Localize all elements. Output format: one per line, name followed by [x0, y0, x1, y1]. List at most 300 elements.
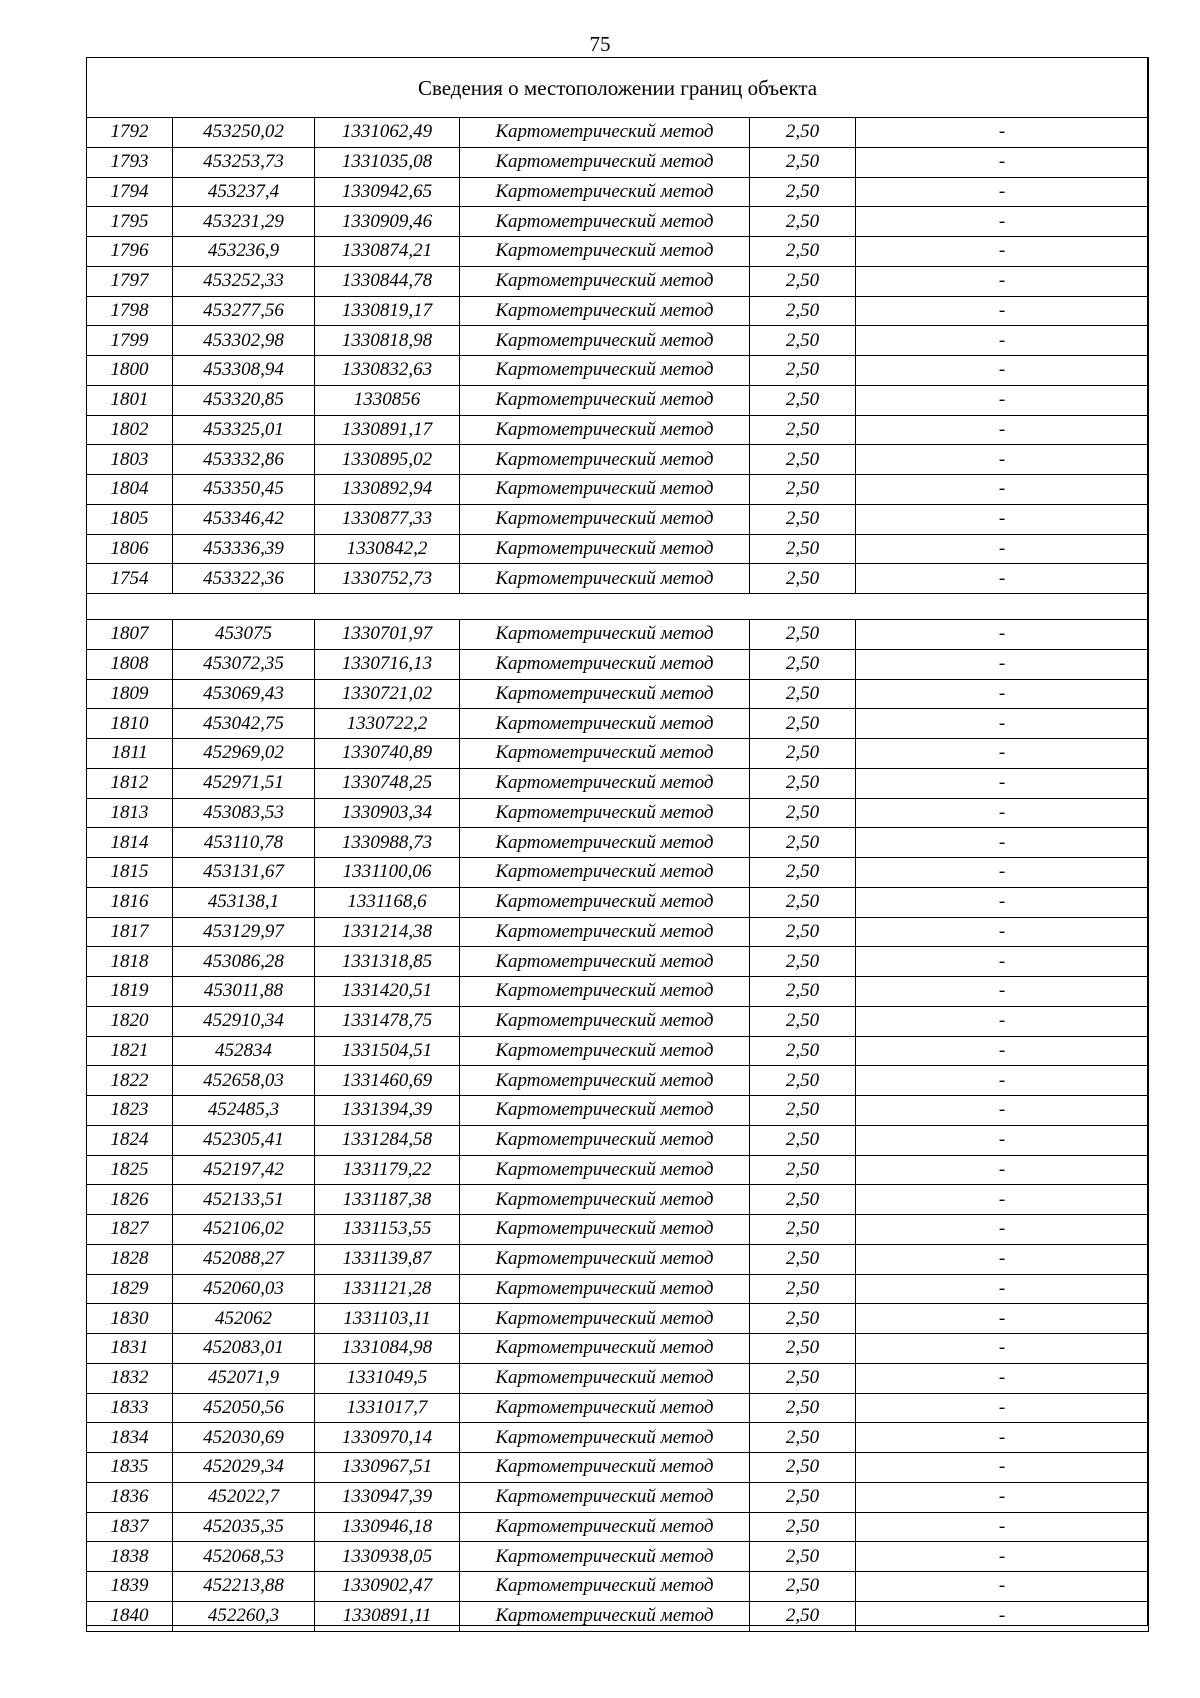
accuracy-cell: 2,50	[750, 947, 856, 977]
y-coordinate-cell: 1330891,11	[315, 1601, 460, 1631]
x-coordinate-cell: 453086,28	[173, 947, 315, 977]
point-number-cell: 1820	[87, 1006, 173, 1036]
x-coordinate-cell: 452062	[173, 1304, 315, 1334]
description-cell: -	[856, 1244, 1149, 1274]
point-number-cell: 1807	[87, 620, 173, 650]
y-coordinate-cell: 1331100,06	[315, 858, 460, 888]
table-row	[87, 296, 1149, 326]
description-cell: -	[856, 739, 1149, 769]
accuracy-cell: 2,50	[750, 326, 856, 356]
description-cell: -	[856, 1423, 1149, 1453]
table-row	[87, 679, 1149, 709]
description-cell: -	[856, 415, 1149, 445]
y-coordinate-cell: 1331394,39	[315, 1096, 460, 1126]
point-number-cell: 1806	[87, 534, 173, 564]
method-cell: Картометрический метод	[460, 1244, 750, 1274]
description-cell: -	[856, 1601, 1149, 1631]
method-cell: Картометрический метод	[460, 415, 750, 445]
point-number-cell: 1804	[87, 475, 173, 505]
table-row	[87, 1244, 1149, 1274]
method-cell: Картометрический метод	[460, 917, 750, 947]
y-coordinate-cell: 1330701,97	[315, 620, 460, 650]
y-coordinate-cell: 1331460,69	[315, 1066, 460, 1096]
point-number-cell: 1813	[87, 798, 173, 828]
accuracy-cell: 2,50	[750, 768, 856, 798]
method-cell: Картометрический метод	[460, 356, 750, 386]
page-number: 75	[589, 32, 611, 56]
accuracy-cell: 2,50	[750, 1036, 856, 1066]
x-coordinate-cell: 452260,3	[173, 1601, 315, 1631]
accuracy-cell: 2,50	[750, 709, 856, 739]
y-coordinate-cell: 1330877,33	[315, 504, 460, 534]
method-cell: Картометрический метод	[460, 798, 750, 828]
point-number-cell: 1796	[87, 237, 173, 267]
point-number-cell: 1819	[87, 977, 173, 1007]
y-coordinate-cell: 1331187,38	[315, 1185, 460, 1215]
point-number-cell: 1838	[87, 1542, 173, 1572]
accuracy-cell: 2,50	[750, 266, 856, 296]
group-separator-row	[87, 594, 1149, 620]
method-cell: Картометрический метод	[460, 385, 750, 415]
accuracy-cell: 2,50	[750, 1125, 856, 1155]
method-cell: Картометрический метод	[460, 1096, 750, 1126]
accuracy-cell: 2,50	[750, 1006, 856, 1036]
description-cell: -	[856, 1512, 1149, 1542]
x-coordinate-cell: 453236,9	[173, 237, 315, 267]
x-coordinate-cell: 452106,02	[173, 1215, 315, 1245]
point-number-cell: 1834	[87, 1423, 173, 1453]
method-cell: Картометрический метод	[460, 564, 750, 594]
description-cell: -	[856, 534, 1149, 564]
description-cell: -	[856, 177, 1149, 207]
y-coordinate-cell: 1330819,17	[315, 296, 460, 326]
method-cell: Картометрический метод	[460, 1453, 750, 1483]
y-coordinate-cell: 1331035,08	[315, 147, 460, 177]
description-cell: -	[856, 1482, 1149, 1512]
method-cell: Картометрический метод	[460, 1512, 750, 1542]
x-coordinate-cell: 453322,36	[173, 564, 315, 594]
x-coordinate-cell: 453131,67	[173, 858, 315, 888]
table-row	[87, 977, 1149, 1007]
point-number-cell: 1809	[87, 679, 173, 709]
accuracy-cell: 2,50	[750, 1274, 856, 1304]
y-coordinate-cell: 1330874,21	[315, 237, 460, 267]
table-row	[87, 118, 1149, 148]
description-cell: -	[856, 118, 1149, 148]
accuracy-cell: 2,50	[750, 1453, 856, 1483]
x-coordinate-cell: 452068,53	[173, 1542, 315, 1572]
description-cell: -	[856, 296, 1149, 326]
table-row	[87, 1334, 1149, 1364]
y-coordinate-cell: 1330842,2	[315, 534, 460, 564]
x-coordinate-cell: 453350,45	[173, 475, 315, 505]
x-coordinate-cell: 452088,27	[173, 1244, 315, 1274]
method-cell: Картометрический метод	[460, 237, 750, 267]
point-number-cell: 1829	[87, 1274, 173, 1304]
x-coordinate-cell: 453320,85	[173, 385, 315, 415]
method-cell: Картометрический метод	[460, 326, 750, 356]
method-cell: Картометрический метод	[460, 1304, 750, 1334]
method-cell: Картометрический метод	[460, 947, 750, 977]
x-coordinate-cell: 453231,29	[173, 207, 315, 237]
table-row	[87, 1601, 1149, 1631]
accuracy-cell: 2,50	[750, 177, 856, 207]
method-cell: Картометрический метод	[460, 445, 750, 475]
method-cell: Картометрический метод	[460, 475, 750, 505]
point-number-cell: 1816	[87, 887, 173, 917]
y-coordinate-cell: 1330892,94	[315, 475, 460, 505]
y-coordinate-cell: 1331504,51	[315, 1036, 460, 1066]
method-cell: Картометрический метод	[460, 649, 750, 679]
table-row	[87, 858, 1149, 888]
method-cell: Картометрический метод	[460, 858, 750, 888]
accuracy-cell: 2,50	[750, 564, 856, 594]
point-number-cell: 1802	[87, 415, 173, 445]
x-coordinate-cell: 453042,75	[173, 709, 315, 739]
table-row	[87, 1393, 1149, 1423]
description-cell: -	[856, 385, 1149, 415]
point-number-cell: 1792	[87, 118, 173, 148]
accuracy-cell: 2,50	[750, 1393, 856, 1423]
accuracy-cell: 2,50	[750, 475, 856, 505]
y-coordinate-cell: 1331179,22	[315, 1155, 460, 1185]
method-cell: Картометрический метод	[460, 1215, 750, 1245]
accuracy-cell: 2,50	[750, 739, 856, 769]
accuracy-cell: 2,50	[750, 1601, 856, 1631]
x-coordinate-cell: 452050,56	[173, 1393, 315, 1423]
x-coordinate-cell: 452029,34	[173, 1453, 315, 1483]
point-number-cell: 1828	[87, 1244, 173, 1274]
table-row	[87, 1482, 1149, 1512]
method-cell: Картометрический метод	[460, 679, 750, 709]
table-row	[87, 887, 1149, 917]
point-number-cell: 1839	[87, 1572, 173, 1602]
description-cell: -	[856, 356, 1149, 386]
y-coordinate-cell: 1331121,28	[315, 1274, 460, 1304]
x-coordinate-cell: 453325,01	[173, 415, 315, 445]
point-number-cell: 1799	[87, 326, 173, 356]
x-coordinate-cell: 452910,34	[173, 1006, 315, 1036]
accuracy-cell: 2,50	[750, 118, 856, 148]
accuracy-cell: 2,50	[750, 1096, 856, 1126]
accuracy-cell: 2,50	[750, 415, 856, 445]
y-coordinate-cell: 1331318,85	[315, 947, 460, 977]
accuracy-cell: 2,50	[750, 1363, 856, 1393]
table-row	[87, 1423, 1149, 1453]
description-cell: -	[856, 266, 1149, 296]
method-cell: Картометрический метод	[460, 1393, 750, 1423]
description-cell: -	[856, 798, 1149, 828]
y-coordinate-cell: 1330752,73	[315, 564, 460, 594]
y-coordinate-cell: 1330938,05	[315, 1542, 460, 1572]
accuracy-cell: 2,50	[750, 887, 856, 917]
x-coordinate-cell: 453138,1	[173, 887, 315, 917]
y-coordinate-cell: 1330967,51	[315, 1453, 460, 1483]
x-coordinate-cell: 453252,33	[173, 266, 315, 296]
table-row	[87, 326, 1149, 356]
method-cell: Картометрический метод	[460, 1363, 750, 1393]
description-cell: -	[856, 858, 1149, 888]
accuracy-cell: 2,50	[750, 504, 856, 534]
y-coordinate-cell: 1331139,87	[315, 1244, 460, 1274]
x-coordinate-cell: 452030,69	[173, 1423, 315, 1453]
description-cell: -	[856, 1066, 1149, 1096]
description-cell: -	[856, 679, 1149, 709]
table-row	[87, 1274, 1149, 1304]
group-separator-cell	[87, 594, 1149, 620]
table-row	[87, 177, 1149, 207]
table-row	[87, 1066, 1149, 1096]
method-cell: Картометрический метод	[460, 207, 750, 237]
table-row	[87, 1006, 1149, 1036]
description-cell: -	[856, 1453, 1149, 1483]
description-cell: -	[856, 1542, 1149, 1572]
table-row	[87, 475, 1149, 505]
y-coordinate-cell: 1331478,75	[315, 1006, 460, 1036]
point-number-cell: 1832	[87, 1363, 173, 1393]
point-number-cell: 1797	[87, 266, 173, 296]
description-cell: -	[856, 1215, 1149, 1245]
table-row	[87, 1512, 1149, 1542]
description-cell: -	[856, 1572, 1149, 1602]
table-row	[87, 917, 1149, 947]
point-number-cell: 1818	[87, 947, 173, 977]
x-coordinate-cell: 453250,02	[173, 118, 315, 148]
accuracy-cell: 2,50	[750, 828, 856, 858]
method-cell: Картометрический метод	[460, 709, 750, 739]
point-number-cell: 1795	[87, 207, 173, 237]
description-cell: -	[856, 1304, 1149, 1334]
point-number-cell: 1831	[87, 1334, 173, 1364]
description-cell: -	[856, 917, 1149, 947]
accuracy-cell: 2,50	[750, 1066, 856, 1096]
x-coordinate-cell: 452658,03	[173, 1066, 315, 1096]
point-number-cell: 1805	[87, 504, 173, 534]
accuracy-cell: 2,50	[750, 798, 856, 828]
accuracy-cell: 2,50	[750, 207, 856, 237]
accuracy-cell: 2,50	[750, 1512, 856, 1542]
table-row	[87, 1542, 1149, 1572]
point-number-cell: 1833	[87, 1393, 173, 1423]
description-cell: -	[856, 1155, 1149, 1185]
accuracy-cell: 2,50	[750, 917, 856, 947]
y-coordinate-cell: 1331062,49	[315, 118, 460, 148]
accuracy-cell: 2,50	[750, 356, 856, 386]
accuracy-cell: 2,50	[750, 445, 856, 475]
y-coordinate-cell: 1331153,55	[315, 1215, 460, 1245]
y-coordinate-cell: 1330722,2	[315, 709, 460, 739]
y-coordinate-cell: 1331168,6	[315, 887, 460, 917]
y-coordinate-cell: 1330895,02	[315, 445, 460, 475]
description-cell: -	[856, 504, 1149, 534]
y-coordinate-cell: 1330721,02	[315, 679, 460, 709]
accuracy-cell: 2,50	[750, 1185, 856, 1215]
point-number-cell: 1830	[87, 1304, 173, 1334]
description-cell: -	[856, 564, 1149, 594]
accuracy-cell: 2,50	[750, 649, 856, 679]
description-cell: -	[856, 649, 1149, 679]
table-row	[87, 1096, 1149, 1126]
x-coordinate-cell: 452060,03	[173, 1274, 315, 1304]
table-row	[87, 356, 1149, 386]
description-cell: -	[856, 147, 1149, 177]
description-cell: -	[856, 768, 1149, 798]
method-cell: Картометрический метод	[460, 887, 750, 917]
method-cell: Картометрический метод	[460, 1006, 750, 1036]
table-row	[87, 1453, 1149, 1483]
accuracy-cell: 2,50	[750, 1244, 856, 1274]
point-number-cell: 1812	[87, 768, 173, 798]
table-row	[87, 620, 1149, 650]
table-row	[87, 504, 1149, 534]
table-row	[87, 828, 1149, 858]
description-cell: -	[856, 237, 1149, 267]
method-cell: Картометрический метод	[460, 1274, 750, 1304]
x-coordinate-cell: 452485,3	[173, 1096, 315, 1126]
y-coordinate-cell: 1331017,7	[315, 1393, 460, 1423]
table-row	[87, 1572, 1149, 1602]
point-number-cell: 1824	[87, 1125, 173, 1155]
table-row	[87, 1155, 1149, 1185]
table-row	[87, 1185, 1149, 1215]
table-row	[87, 445, 1149, 475]
accuracy-cell: 2,50	[750, 1482, 856, 1512]
table-row	[87, 1125, 1149, 1155]
point-number-cell: 1811	[87, 739, 173, 769]
table-row	[87, 768, 1149, 798]
description-cell: -	[856, 445, 1149, 475]
point-number-cell: 1793	[87, 147, 173, 177]
accuracy-cell: 2,50	[750, 1215, 856, 1245]
description-cell: -	[856, 1006, 1149, 1036]
method-cell: Картометрический метод	[460, 296, 750, 326]
y-coordinate-cell: 1331049,5	[315, 1363, 460, 1393]
table-row	[87, 207, 1149, 237]
x-coordinate-cell: 452213,88	[173, 1572, 315, 1602]
point-number-cell: 1835	[87, 1453, 173, 1483]
point-number-cell: 1840	[87, 1601, 173, 1631]
point-number-cell: 1817	[87, 917, 173, 947]
method-cell: Картометрический метод	[460, 1036, 750, 1066]
y-coordinate-cell: 1330818,98	[315, 326, 460, 356]
x-coordinate-cell: 452022,7	[173, 1482, 315, 1512]
table-row	[87, 415, 1149, 445]
x-coordinate-cell: 453277,56	[173, 296, 315, 326]
description-cell: -	[856, 326, 1149, 356]
x-coordinate-cell: 452971,51	[173, 768, 315, 798]
description-cell: -	[856, 1185, 1149, 1215]
description-cell: -	[856, 947, 1149, 977]
y-coordinate-cell: 1330891,17	[315, 415, 460, 445]
table-row	[87, 147, 1149, 177]
table-title: Сведения о местоположении границ объекта	[87, 58, 1149, 118]
y-coordinate-cell: 1330716,13	[315, 649, 460, 679]
accuracy-cell: 2,50	[750, 620, 856, 650]
x-coordinate-cell: 452071,9	[173, 1363, 315, 1393]
point-number-cell: 1798	[87, 296, 173, 326]
x-coordinate-cell: 452305,41	[173, 1125, 315, 1155]
x-coordinate-cell: 452133,51	[173, 1185, 315, 1215]
y-coordinate-cell: 1330856	[315, 385, 460, 415]
x-coordinate-cell: 452969,02	[173, 739, 315, 769]
table-row	[87, 237, 1149, 267]
accuracy-cell: 2,50	[750, 977, 856, 1007]
x-coordinate-cell: 453072,35	[173, 649, 315, 679]
description-cell: -	[856, 977, 1149, 1007]
accuracy-cell: 2,50	[750, 858, 856, 888]
method-cell: Картометрический метод	[460, 266, 750, 296]
accuracy-cell: 2,50	[750, 679, 856, 709]
point-number-cell: 1825	[87, 1155, 173, 1185]
method-cell: Картометрический метод	[460, 534, 750, 564]
method-cell: Картометрический метод	[460, 739, 750, 769]
y-coordinate-cell: 1331103,11	[315, 1304, 460, 1334]
y-coordinate-cell: 1330903,34	[315, 798, 460, 828]
y-coordinate-cell: 1330909,46	[315, 207, 460, 237]
x-coordinate-cell: 453069,43	[173, 679, 315, 709]
point-number-cell: 1815	[87, 858, 173, 888]
method-cell: Картометрический метод	[460, 977, 750, 1007]
point-number-cell: 1803	[87, 445, 173, 475]
table-row	[87, 266, 1149, 296]
x-coordinate-cell: 453011,88	[173, 977, 315, 1007]
boundary-coordinates-table	[86, 57, 1149, 1632]
method-cell: Картометрический метод	[460, 1125, 750, 1155]
x-coordinate-cell: 453083,53	[173, 798, 315, 828]
y-coordinate-cell: 1330844,78	[315, 266, 460, 296]
x-coordinate-cell: 453075	[173, 620, 315, 650]
x-coordinate-cell: 453308,94	[173, 356, 315, 386]
x-coordinate-cell: 453332,86	[173, 445, 315, 475]
table-row	[87, 534, 1149, 564]
point-number-cell: 1827	[87, 1215, 173, 1245]
accuracy-cell: 2,50	[750, 147, 856, 177]
table-header-row	[87, 58, 1149, 118]
x-coordinate-cell: 453110,78	[173, 828, 315, 858]
y-coordinate-cell: 1330946,18	[315, 1512, 460, 1542]
y-coordinate-cell: 1330832,63	[315, 356, 460, 386]
point-number-cell: 1808	[87, 649, 173, 679]
description-cell: -	[856, 620, 1149, 650]
table-row	[87, 709, 1149, 739]
description-cell: -	[856, 1334, 1149, 1364]
y-coordinate-cell: 1330748,25	[315, 768, 460, 798]
table-row	[87, 739, 1149, 769]
table-row	[87, 947, 1149, 977]
method-cell: Картометрический метод	[460, 504, 750, 534]
x-coordinate-cell: 453129,97	[173, 917, 315, 947]
x-coordinate-cell: 453346,42	[173, 504, 315, 534]
description-cell: -	[856, 887, 1149, 917]
point-number-cell: 1837	[87, 1512, 173, 1542]
accuracy-cell: 2,50	[750, 385, 856, 415]
method-cell: Картометрический метод	[460, 1066, 750, 1096]
method-cell: Картометрический метод	[460, 1601, 750, 1631]
description-cell: -	[856, 1096, 1149, 1126]
table-row	[87, 1304, 1149, 1334]
accuracy-cell: 2,50	[750, 1572, 856, 1602]
y-coordinate-cell: 1330988,73	[315, 828, 460, 858]
description-cell: -	[856, 1363, 1149, 1393]
point-number-cell: 1800	[87, 356, 173, 386]
description-cell: -	[856, 475, 1149, 505]
x-coordinate-cell: 453253,73	[173, 147, 315, 177]
method-cell: Картометрический метод	[460, 620, 750, 650]
table-row	[87, 1036, 1149, 1066]
description-cell: -	[856, 1036, 1149, 1066]
description-cell: -	[856, 828, 1149, 858]
accuracy-cell: 2,50	[750, 1304, 856, 1334]
